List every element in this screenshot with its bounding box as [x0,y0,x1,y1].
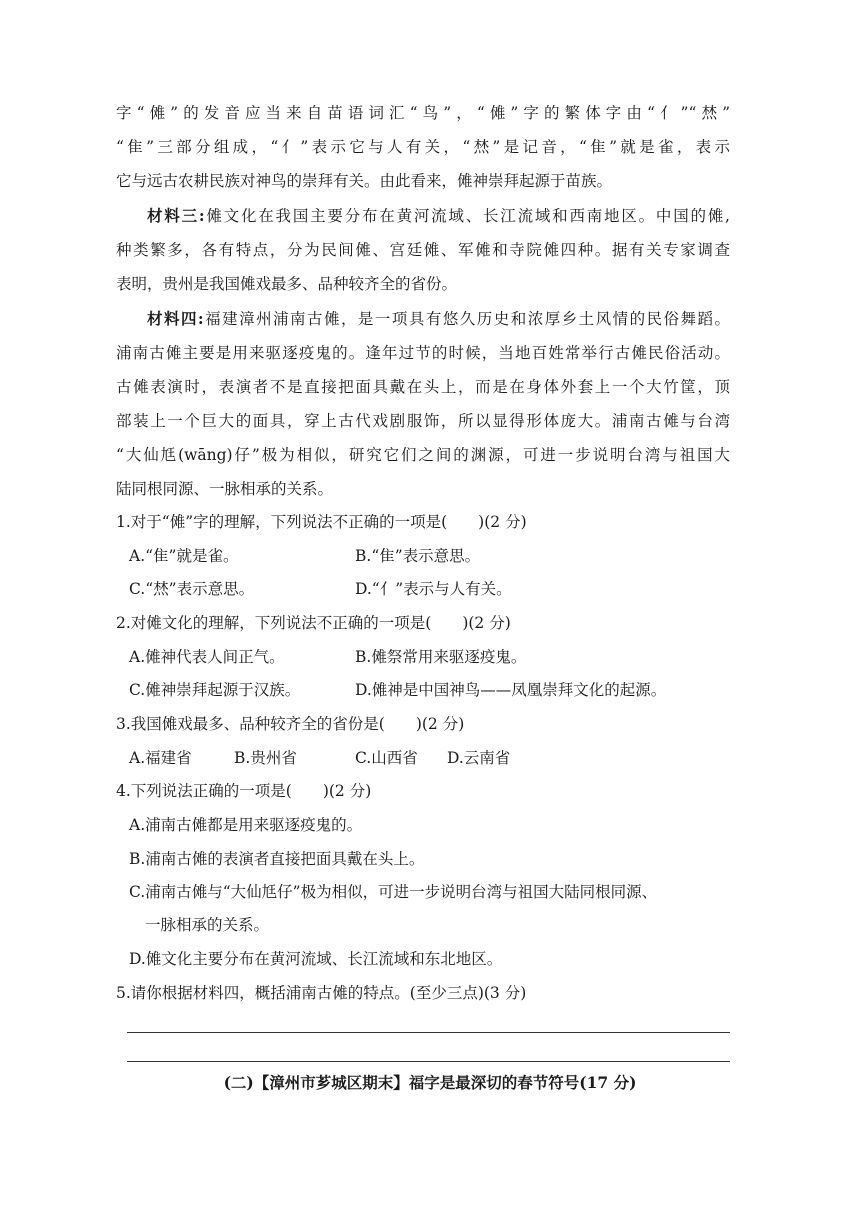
q3-option-a: A.福建省 [129,749,192,767]
answer-line [127,1061,730,1062]
q2-option-c: C.傩神崇拜起源于汉族。 [129,681,301,699]
q3-option-d: D.云南省 [447,749,511,767]
material-3-label: 材料三: [147,206,205,225]
question-5-stem: 5.请你根据材料四，概括浦南古傩的特点。(至少三点)(3 分) [116,984,527,1002]
q4-option-c-continued: 一脉相承的关系。 [145,916,270,934]
passage-line: 陆同根同源、一脉相承的关系。 [116,480,334,498]
material-4-label: 材料四: [147,309,204,328]
q1-option-c: C.“㷊”表示意思。 [129,580,255,598]
question-1-stem: 1.对于“傩”字的理解，下列说法不正确的一项是( )(2 分) [116,513,527,531]
q1-option-a: A.“隹”就是雀。 [129,547,239,565]
material-4-text: 福建漳州浦南古傩，是一项具有悠久历史和浓厚乡土风情的民俗舞蹈。 [203,310,730,328]
question-2-stem: 2.对傩文化的理解，下列说法不正确的一项是( )(2 分) [116,614,511,632]
material-4-first-line [116,309,730,329]
q3-option-c: C.山西省 [355,749,418,767]
passage-line: “隹”三部分组成，“亻”表示它与人有关，“㷊”是记音，“隹”就是雀，表示 [116,138,730,156]
passage-line: 古傩表演时，表演者不是直接把面具戴在头上，而是在身体外套上一个大竹筐，顶 [116,378,730,396]
passage-line: 种类繁多，各有特点，分为民间傩、宫廷傩、军傩和寺院傩四种。据有关专家调查 [116,241,730,259]
q4-option-b: B.浦南古傩的表演者直接把面具戴在头上。 [129,850,425,868]
q2-option-d: D.傩神是中国神鸟——凤凰崇拜文化的起源。 [355,681,667,699]
q4-option-d: D.傩文化主要分布在黄河流域、长江流域和东北地区。 [129,950,503,968]
question-3-stem: 3.我国傩戏最多、品种较齐全的省份是( )(2 分) [116,715,465,733]
passage-line: 表明，贵州是我国傩戏最多、品种较齐全的省份。 [116,275,458,293]
question-4-stem: 4.下列说法正确的一项是( )(2 分) [116,782,372,800]
material-3-text: 傩文化在我国主要分布在黄河流域、长江流域和西南地区。中国的傩, [204,207,730,225]
passage-line: 它与远古农耕民族对神鸟的崇拜有关。由此看来，傩神崇拜起源于苗族。 [116,172,613,190]
passage-line: 部装上一个巨大的面具，穿上古代戏剧服饰，所以显得形体庞大。浦南古傩与台湾 [116,412,730,430]
q1-option-b: B.“隹”表示意思。 [355,547,481,565]
q4-option-a: A.浦南古傩都是用来驱逐疫鬼的。 [129,816,363,834]
passage-line: 字“傩”的发音应当来自苗语词汇“鸟”，“傩”字的繁体字由“亻”“㷊” [116,104,730,122]
answer-line [127,1032,730,1033]
q2-option-b: B.傩祭常用来驱逐疫鬼。 [355,648,527,666]
passage-line: 浦南古傩主要是用来驱逐疫鬼的。逢年过节的时候，当地百姓常举行古傩民俗活动。 [116,344,730,362]
material-3-first-line [116,206,730,226]
q4-option-c: C.浦南古傩与“大仙尪仔”极为相似，可进一步说明台湾与祖国大陆同根同源、 [129,883,658,901]
q3-option-b: B.贵州省 [234,749,297,767]
q2-option-a: A.傩神代表人间正气。 [129,648,285,666]
q1-option-d: D.“亻”表示与人有关。 [355,580,512,598]
section-heading: (二)【漳州市芗城区期末】福字是最深切的春节符号(17 分) [223,1073,637,1092]
passage-line: “大仙尪(wāng)仔”极为相似，研究它们之间的渊源，可进一步说明台湾与祖国大 [116,446,730,464]
